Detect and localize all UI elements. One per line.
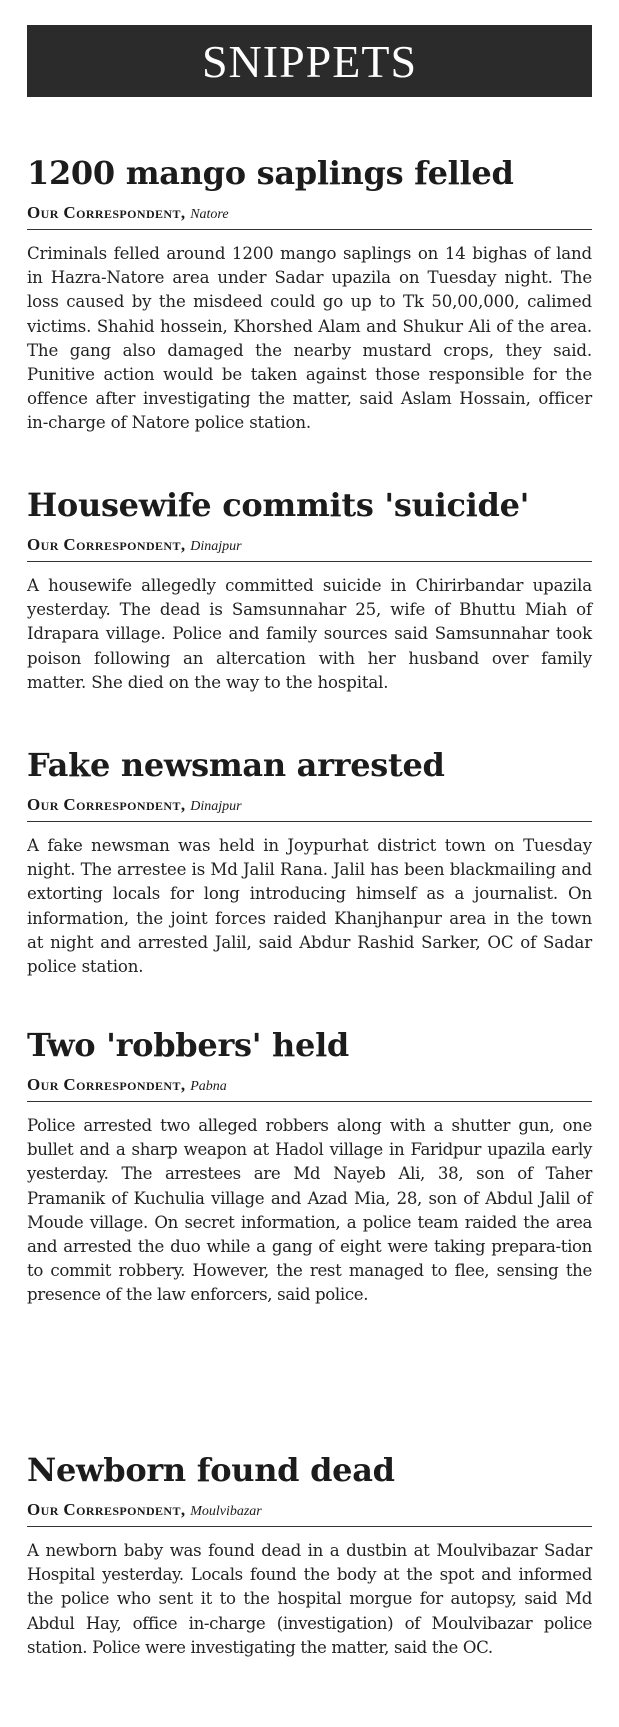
story-body: A housewife allegedly committed suicide in Chirirbandar upazila yesterday. The dead is Samsunnahar 25, wife of Bhuttu Miah of Idrapara village. Police and family sources said Samsunnahar took poison following an altercation with her husband over family matter. She died on the way to the hospital. [27, 576, 592, 692]
byline-location: Pabna [190, 1079, 227, 1094]
story-body: A newborn baby was found dead in a dustbin at Moulvibazar Sadar Hospital yesterday. Locals found the body at the spot and informed the police who sent it to the hospital morgue for autopsy, said Md Abdul Hay, office in-charge (investigation) of Moulvibazar police station. Police were investigating the matter, said the OC. [27, 1541, 592, 1657]
story-body: Police arrested two alleged robbers along with a shutter gun, one bullet and a sharp weapon at Hadol village in Faridpur upazila early yesterday. The arrestees are Md Nayeb Ali, 38, son of Taher Pramanik of Kuchulia village and Azad Mia, 28, son of Abdul Jalil of Moude village. On secret information, a police team raided the area and arrested the duo while a gang of eight were taking prepara-tion to commit robbery. However, the rest managed to flee, sensing the presence of the law enforcers, said police. [27, 1116, 592, 1305]
byline-location: Moulvibazar [190, 1504, 262, 1519]
story-newborn-dead [27, 1450, 592, 1660]
story-two-robbers [27, 1025, 592, 1308]
story-byline [27, 535, 592, 562]
byline-location: Dinajpur [190, 799, 242, 814]
story-byline [27, 203, 592, 230]
byline-location: Natore [190, 207, 229, 222]
story-headline: Fake newsman arrested [27, 746, 445, 784]
story-body: Criminals felled around 1200 mango saplings on 14 bighas of land in Hazra-Natore area under Sadar upazila on Tuesday night. The loss caused by the misdeed could go up to Tk 50,00,000, calimed victims. Shahid hossein, Khorshed Alam and Shukur Ali of the area. The gang also damaged the nearby mustard crops, they said. Punitive action would be taken against those responsible for the offence after investigating the matter, said Aslam Hossain, officer in-charge of Natore police station. [27, 244, 592, 433]
snippets-page [0, 25, 619, 1727]
story-headline: 1200 mango saplings felled [27, 154, 514, 192]
byline-author: Our Correspondent, [27, 203, 191, 222]
story-headline: Two 'robbers' held [27, 1026, 350, 1064]
story-fake-newsman [27, 745, 592, 979]
story-body: A fake newsman was held in Joypurhat district town on Tuesday night. The arrestee is Md Jalil Rana. Jalil has been blackmailing and extorting locals for long introducing himself as a journalist. On information, the joint forces raided Khanjhanpur area in the town at night and arrested Jalil, said Abdur Rashid Sarker, OC of Sadar police station. [27, 836, 592, 977]
story-byline [27, 1500, 592, 1527]
story-mango-saplings [27, 153, 592, 436]
byline-author: Our Correspondent, [27, 1500, 191, 1519]
story-headline: Newborn found dead [27, 1451, 395, 1489]
story-byline [27, 795, 592, 822]
story-housewife-suicide [27, 485, 592, 695]
byline-author: Our Correspondent, [27, 535, 191, 554]
byline-location: Dinajpur [190, 539, 242, 554]
story-byline [27, 1075, 592, 1102]
byline-author: Our Correspondent, [27, 1075, 191, 1094]
section-title: SNIPPETS [201, 35, 418, 87]
story-headline: Housewife commits 'suicide' [27, 486, 530, 524]
section-banner [27, 25, 592, 97]
byline-author: Our Correspondent, [27, 795, 191, 814]
